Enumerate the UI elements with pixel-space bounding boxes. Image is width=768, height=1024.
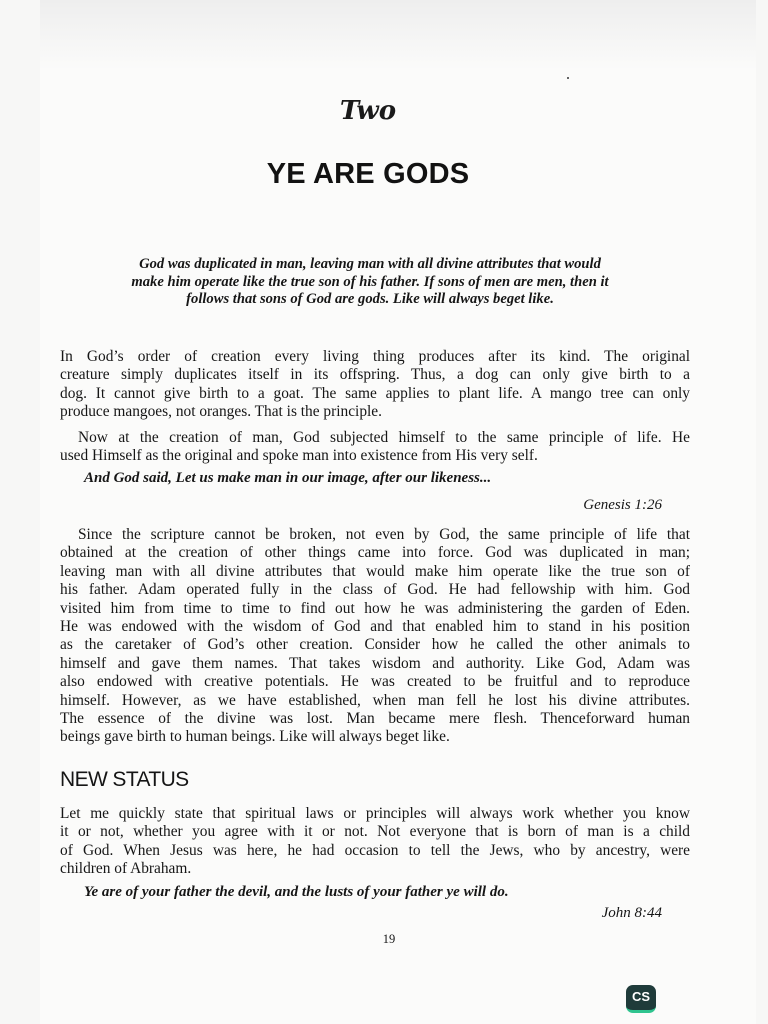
scripture-quote: Ye are of your father the devil, and the lusts of your father ye will do.: [84, 884, 509, 900]
speck: [567, 77, 569, 79]
text-line: children of Abraham.: [60, 860, 192, 878]
text-line: The essence of the divine was lost. Man became mere flesh. Thenceforward human: [60, 710, 690, 728]
bleed-through-shadow: [40, 0, 756, 70]
chapter-epigraph: [80, 256, 660, 309]
text-line: beings gave birth to human beings. Like will always beget like.: [60, 728, 450, 746]
paragraph-creation-order: [60, 348, 690, 422]
text-line: produce mangoes, not oranges. That is the principle.: [60, 403, 382, 421]
text-line: himself. However, as we have established, when man fell he lost his divine attributes.: [60, 691, 690, 709]
text-line: as the caretaker of God’s other creation. Consider how he called the other animals to: [60, 636, 690, 654]
text-line: He was endowed with the wisdom of God and that enabled him to stand in his position: [60, 618, 690, 636]
text-line: also endowed with creative potentials. He was created to be fruitful and to reproduce: [60, 673, 690, 691]
scripture-reference: John 8:44: [601, 905, 662, 921]
text-line: himself and gave them names. That takes wisdom and authority. Like God, Adam was: [60, 654, 690, 672]
paragraph-creation-of-man: [60, 429, 690, 466]
scripture-quote: And God said, Let us make man in our image, after our likeness...: [84, 470, 492, 486]
text-line: leaving man with all divine attributes that would make him operate like the true son of: [60, 562, 690, 580]
text-line: creature simply duplicates itself in its offspring. Thus, a dog can only give birth to a: [60, 366, 690, 384]
paragraph-spiritual-laws: [60, 805, 690, 879]
text-line: visited him from time to time to find out how he was administering the garden of Eden.: [60, 599, 690, 617]
scripture-reference: Genesis 1:26: [583, 497, 662, 513]
paragraph-adam: [60, 526, 690, 747]
chapter-number: Two: [339, 96, 397, 126]
section-heading: NEW STATUS: [60, 768, 189, 791]
text-line: his father. Adam operated fully in the class of God. He had fellowship with him. God: [60, 581, 690, 599]
epigraph-line: follows that sons of God are gods. Like will always beget like.: [186, 291, 554, 307]
text-line: of God. When Jesus was here, he had occasion to tell the Jews, who by ancestry, were: [60, 841, 690, 859]
page-number: 19: [382, 932, 396, 946]
epigraph-line: make him operate like the true son of his father. If sons of men are men, then it: [131, 273, 609, 290]
text-line: used Himself as the original and spoke man into existence from His very self.: [60, 447, 538, 465]
epigraph-line: God was duplicated in man, leaving man with all divine attributes that would: [139, 256, 601, 272]
text-line: Let me quickly state that spiritual laws or principles will always work whether you know: [60, 805, 690, 822]
text-line: In God’s order of creation every living thing produces after its kind. The original: [60, 348, 690, 365]
chapter-title: YE ARE GODS: [266, 158, 470, 190]
text-line: obtained at the creation of other things came into force. God was duplicated in man;: [60, 544, 690, 562]
text-line: Now at the creation of man, God subjected himself to the same principle of life. He: [78, 429, 690, 446]
text-line: it or not, whether you agree with it or not. Not everyone that is born of man is a child: [60, 823, 690, 841]
text-line: Since the scripture cannot be broken, not even by God, the same principle of life that: [78, 526, 690, 543]
text-line: dog. It cannot give birth to a goat. The same applies to plant life. A mango tree can only: [60, 384, 690, 402]
camscanner-logo-icon: CS: [626, 985, 656, 1013]
